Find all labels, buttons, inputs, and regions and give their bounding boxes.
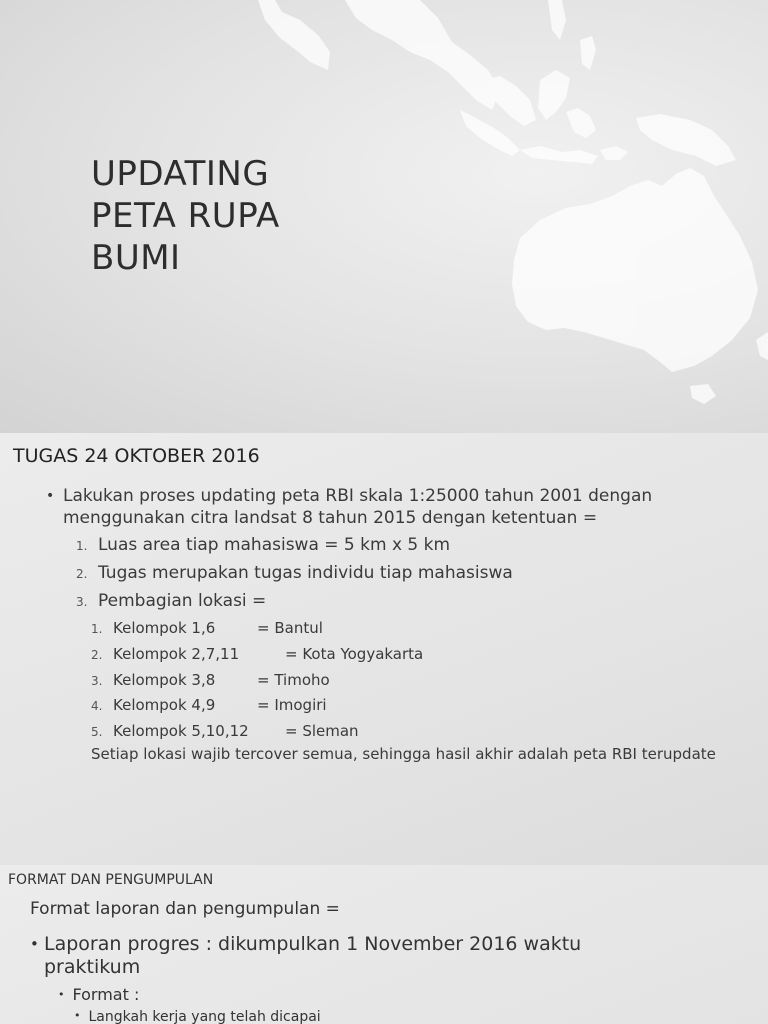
location-item	[91, 696, 327, 714]
bullet-dot-icon: •	[74, 1009, 81, 1022]
list-number: 2.	[91, 648, 103, 662]
list-item-text: Pembagian lokasi =	[98, 591, 267, 611]
bullet-item	[30, 933, 670, 979]
slide-heading: TUGAS 24 OKTOBER 2016	[13, 445, 260, 467]
list-number: 3.	[76, 595, 88, 609]
location-name: = Imogiri	[257, 696, 327, 714]
list-item-text: Tugas merupakan tugas individu tiap mahasiswa	[98, 563, 513, 583]
bullet-text: Laporan progres : dikumpulkan 1 November 2016 waktu praktikum	[44, 933, 582, 978]
title-line: BUMI	[91, 238, 181, 278]
bullet-dot-icon: •	[30, 935, 39, 953]
location-name: = Timoho	[257, 671, 330, 689]
group-label: Kelompok 4,9	[113, 696, 216, 714]
group-label: Kelompok 1,6	[113, 619, 216, 637]
title-slide	[0, 0, 768, 433]
intro-text: Format laporan dan pengumpulan =	[30, 899, 340, 919]
list-number: 3.	[91, 674, 103, 688]
task-slide	[0, 433, 768, 865]
bullet-dot-icon: •	[46, 488, 55, 504]
list-number: 2.	[76, 567, 88, 581]
sub-sub-bullet-item	[74, 1009, 321, 1024]
list-item	[76, 535, 450, 555]
group-label: Kelompok 2,7,11	[113, 645, 240, 663]
location-item	[91, 671, 330, 689]
location-item	[91, 722, 359, 740]
slide-title	[91, 153, 280, 279]
list-number: 5.	[91, 725, 103, 739]
list-item-text: Luas area tiap mahasiswa = 5 km x 5 km	[98, 535, 451, 555]
sub-sub-bullet-text: Langkah kerja yang telah dicapai	[88, 1009, 321, 1024]
main-bullet	[46, 485, 746, 529]
main-bullet-text: Lakukan proses updating peta RBI skala 1:25000 tahun 2001 dengan menggunakan citra landsat 8 tahun 2015 dengan ketentuan =	[63, 486, 653, 528]
bullet-dot-icon: •	[58, 988, 65, 1001]
sub-bullet-item	[58, 985, 139, 1004]
coverage-note: Setiap lokasi wajib tercover semua, sehingga hasil akhir adalah peta RBI terupdate	[91, 745, 716, 763]
list-number: 1.	[76, 539, 88, 553]
group-label: Kelompok 5,10,12	[113, 722, 249, 740]
list-item	[76, 563, 513, 583]
location-item	[91, 619, 323, 637]
list-number: 1.	[91, 622, 103, 636]
location-item	[91, 645, 423, 663]
list-number: 4.	[91, 699, 103, 713]
location-name: = Kota Yogyakarta	[285, 645, 424, 663]
title-line: UPDATING	[91, 154, 270, 194]
location-name: = Bantul	[257, 619, 323, 637]
location-name: = Sleman	[285, 722, 359, 740]
format-slide	[0, 865, 768, 1024]
list-item	[76, 591, 266, 611]
sub-bullet-text: Format :	[72, 985, 140, 1004]
title-line: PETA RUPA	[91, 196, 280, 236]
group-label: Kelompok 3,8	[113, 671, 216, 689]
slide-heading: FORMAT DAN PENGUMPULAN	[8, 872, 214, 888]
